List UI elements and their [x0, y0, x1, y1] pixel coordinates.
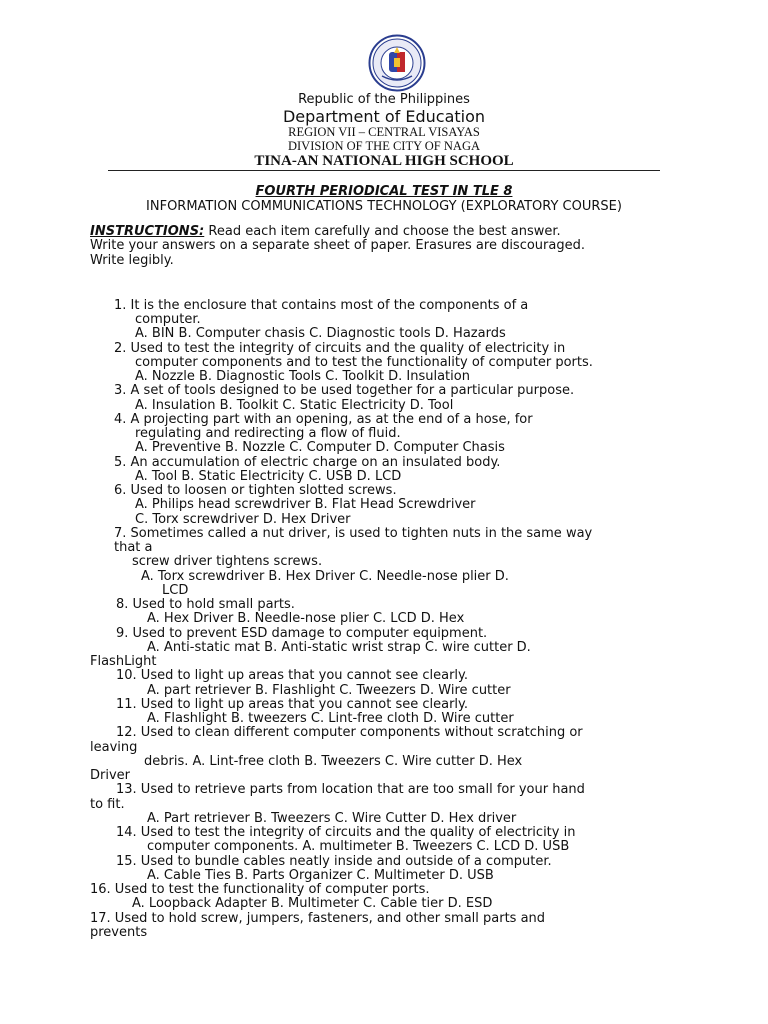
question-line: 10. Used to light up areas that you cannot see clearly.	[116, 668, 469, 683]
question-line: 11. Used to light up areas that you cannot see clearly.	[116, 697, 469, 712]
answer-choices: A. part retriever B. Flashlight C. Tweezers D. Wire cutter	[147, 683, 511, 698]
region-line: REGION VII – CENTRAL VISAYAS	[288, 125, 480, 139]
question-line: to fit.	[90, 797, 125, 812]
question-line: 16. Used to test the functionality of computer ports.	[90, 882, 430, 897]
answer-choices: A. Anti-static mat B. Anti-static wrist strap C. wire cutter D.	[147, 640, 531, 655]
instructions	[90, 225, 710, 268]
instructions-text-1: Read each item carefully and choose the best answer.	[208, 224, 561, 239]
question-line: regulating and redirecting a flow of fluid.	[135, 426, 401, 441]
answer-choices: Driver	[90, 768, 131, 783]
answer-choices: computer components. A. multimeter B. Tweezers C. LCD D. USB	[147, 839, 570, 854]
answer-choices: A. Torx screwdriver B. Hex Driver C. Needle-nose plier D.	[141, 569, 509, 584]
answer-choices: C. Torx screwdriver D. Hex Driver	[135, 512, 351, 527]
deped-seal	[356, 34, 438, 92]
answer-choices: A. Cable Ties B. Parts Organizer C. Multimeter D. USB	[147, 868, 494, 883]
question-line: computer.	[135, 312, 201, 327]
question-line: screw driver tightens screws.	[132, 554, 323, 569]
instructions-label: INSTRUCTIONS:	[90, 224, 205, 239]
department-line: Department of Education	[282, 107, 486, 126]
answer-choices: LCD	[162, 583, 189, 598]
republic-line: Republic of the Philippines	[298, 92, 470, 107]
question-line: 5. An accumulation of electric charge on an insulated body.	[114, 455, 501, 470]
question-line: 7. Sometimes called a nut driver, is used to tighten nuts in the same way	[114, 526, 593, 541]
question-line: 14. Used to test the integrity of circuits and the quality of electricity in	[116, 825, 576, 840]
answer-choices: A. Nozzle B. Diagnostic Tools C. Toolkit D. Insulation	[135, 369, 470, 384]
question-line: 2. Used to test the integrity of circuits and the quality of electricity in	[114, 341, 566, 356]
question-line: 3. A set of tools designed to be used together for a particular purpose.	[114, 383, 575, 398]
question-line: 13. Used to retrieve parts from location that are too small for your hand	[116, 782, 585, 797]
question-line: leaving	[90, 740, 138, 755]
question-line: prevents	[90, 925, 148, 940]
question-line: 17. Used to hold screw, jumpers, fasteners, and other small parts and	[90, 911, 546, 926]
question-line: that a	[114, 540, 153, 555]
answer-choices: A. Preventive B. Nozzle C. Computer D. Computer Chasis	[135, 440, 505, 455]
answer-choices: debris. A. Lint-free cloth B. Tweezers C. Wire cutter D. Hex	[144, 754, 523, 769]
answer-choices: A. Philips head screwdriver B. Flat Head Screwdriver	[135, 497, 476, 512]
question-line: 1. It is the enclosure that contains most of the components of a	[114, 298, 529, 313]
instructions-line-1	[90, 225, 710, 239]
answer-choices: A. Insulation B. Toolkit C. Static Electricity D. Tool	[135, 398, 454, 413]
answer-choices: A. Tool B. Static Electricity C. USB D. LCD	[135, 469, 402, 484]
instructions-line-3: Write legibly.	[90, 252, 174, 268]
question-line: 9. Used to prevent ESD damage to computer equipment.	[116, 626, 488, 641]
question-line: 15. Used to bundle cables neatly inside and outside of a computer.	[116, 854, 552, 869]
test-title: FOURTH PERIODICAL TEST IN TLE 8	[255, 184, 513, 199]
school-name: TINA-AN NATIONAL HIGH SCHOOL	[254, 153, 514, 169]
question-line: 4. A projecting part with an opening, as at the end of a hose, for	[114, 412, 533, 427]
question-line: 8. Used to hold small parts.	[116, 597, 295, 612]
division-line: DIVISION OF THE CITY OF NAGA	[287, 139, 480, 153]
question-line: 6. Used to loosen or tighten slotted screws.	[114, 483, 397, 498]
answer-choices: A. Flashlight B. tweezers C. Lint-free cloth D. Wire cutter	[147, 711, 514, 726]
answer-choices: A. Hex Driver B. Needle-nose plier C. LCD D. Hex	[147, 611, 465, 626]
answer-choices: A. Loopback Adapter B. Multimeter C. Cable tier D. ESD	[132, 896, 493, 911]
answer-choices: A. Part retriever B. Tweezers C. Wire Cutter D. Hex driver	[147, 811, 517, 826]
answer-choices: FlashLight	[90, 654, 157, 669]
instructions-line-2: Write your answers on a separate sheet of paper. Erasures are discouraged.	[90, 238, 585, 254]
test-subtitle: INFORMATION COMMUNICATIONS TECHNOLOGY (EXPLORATORY COURSE)	[146, 199, 622, 214]
answer-choices: A. BIN B. Computer chasis C. Diagnostic tools D. Hazards	[135, 326, 506, 341]
question-line: computer components and to test the functionality of computer ports.	[135, 355, 593, 370]
question-line: 12. Used to clean different computer components without scratching or	[116, 725, 583, 740]
header-divider	[108, 170, 660, 171]
